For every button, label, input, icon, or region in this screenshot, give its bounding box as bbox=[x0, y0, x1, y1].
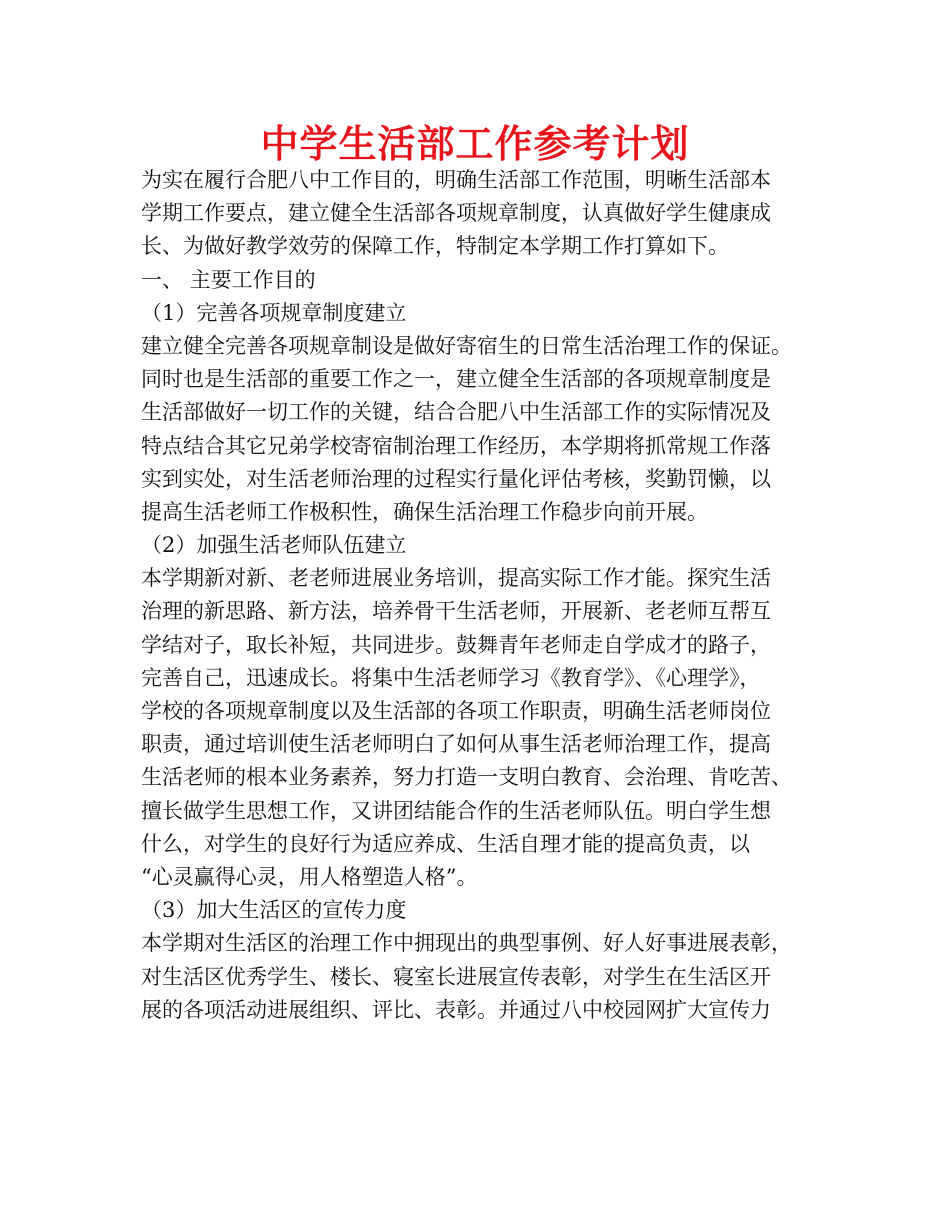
paragraph-line: 提高生活老师工作极积性，确保生活治理工作稳步向前开展。 bbox=[141, 499, 708, 524]
document-title: 中学生活部工作参考计划 bbox=[260, 122, 690, 166]
paragraph-line: 生活部做好一切工作的关键，结合合肥八中生活部工作的实际情况及 bbox=[141, 400, 771, 425]
paragraph-line: 生活老师的根本业务素养，努力打造一支明白教育、会治理、肯吃苦、 bbox=[141, 765, 792, 790]
subsection-heading: （2）加强生活老师队伍建立 bbox=[141, 533, 407, 558]
paragraph-line: 学期工作要点，建立健全生活部各项规章制度，认真做好学生健康成 bbox=[141, 201, 771, 226]
paragraph-line: 完善自己，迅速成长。将集中生活老师学习《教育学》、《心理学》， bbox=[141, 665, 761, 690]
paragraph-line: 实到实处，对生活老师治理的过程实行量化评估考核，奖勤罚懒，以 bbox=[141, 466, 771, 491]
paragraph-line: 建立健全完善各项规章制设是做好寄宿生的日常生活治理工作的保证。 bbox=[141, 333, 792, 358]
paragraph-line: 本学期新对新、老老师进展业务培训，提高实际工作才能。探究生活 bbox=[141, 566, 771, 591]
section-heading: 一、 主要工作目的 bbox=[141, 267, 316, 292]
paragraph-line: 长、为做好教学效劳的保障工作，特制定本学期工作打算如下。 bbox=[141, 234, 729, 259]
subsection-heading: （3）加大生活区的宣传力度 bbox=[141, 898, 407, 923]
paragraph-line: 本学期对生活区的治理工作中拥现出的典型事例、好人好事进展表彰， bbox=[141, 931, 792, 956]
subsection-heading: （1）完善各项规章制度建立 bbox=[141, 300, 407, 325]
paragraph-line: 学校的各项规章制度以及生活部的各项工作职责，明确生活老师岗位 bbox=[141, 699, 771, 723]
paragraph-line: 职责，通过培训使生活老师明白了如何从事生活老师治理工作，提高 bbox=[141, 732, 771, 757]
paragraph-line: 同时也是生活部的重要工作之一，建立健全生活部的各项规章制度是 bbox=[141, 367, 771, 392]
paragraph-line: 治理的新思路、新方法，培养骨干生活老师，开展新、老老师互帮互 bbox=[141, 599, 771, 624]
paragraph-line: 展的各项活动进展组织、评比、表彰。并通过八中校园网扩大宣传力 bbox=[141, 997, 771, 1022]
paragraph-line: 对生活区优秀学生、楼长、寝室长进展宣传表彰，对学生在生活区开 bbox=[141, 964, 771, 989]
document-body bbox=[141, 164, 831, 1027]
paragraph-line: “心灵赢得心灵，用人格塑造人格”。 bbox=[141, 864, 478, 889]
paragraph-line: 为实在履行合肥八中工作目的，明确生活部工作范围，明晰生活部本 bbox=[141, 168, 771, 192]
paragraph-line: 什么，对学生的良好行为适应养成、生活自理才能的提高负责，以 bbox=[141, 831, 750, 856]
paragraph-line: 特点结合其它兄弟学校寄宿制治理工作经历，本学期将抓常规工作落 bbox=[141, 433, 771, 458]
paragraph-line: 擅长做学生思想工作，又讲团结能合作的生活老师队伍。明白学生想 bbox=[141, 798, 771, 823]
paragraph-line: 学结对子，取长补短，共同进步。鼓舞青年老师走自学成才的路子， bbox=[141, 632, 771, 657]
